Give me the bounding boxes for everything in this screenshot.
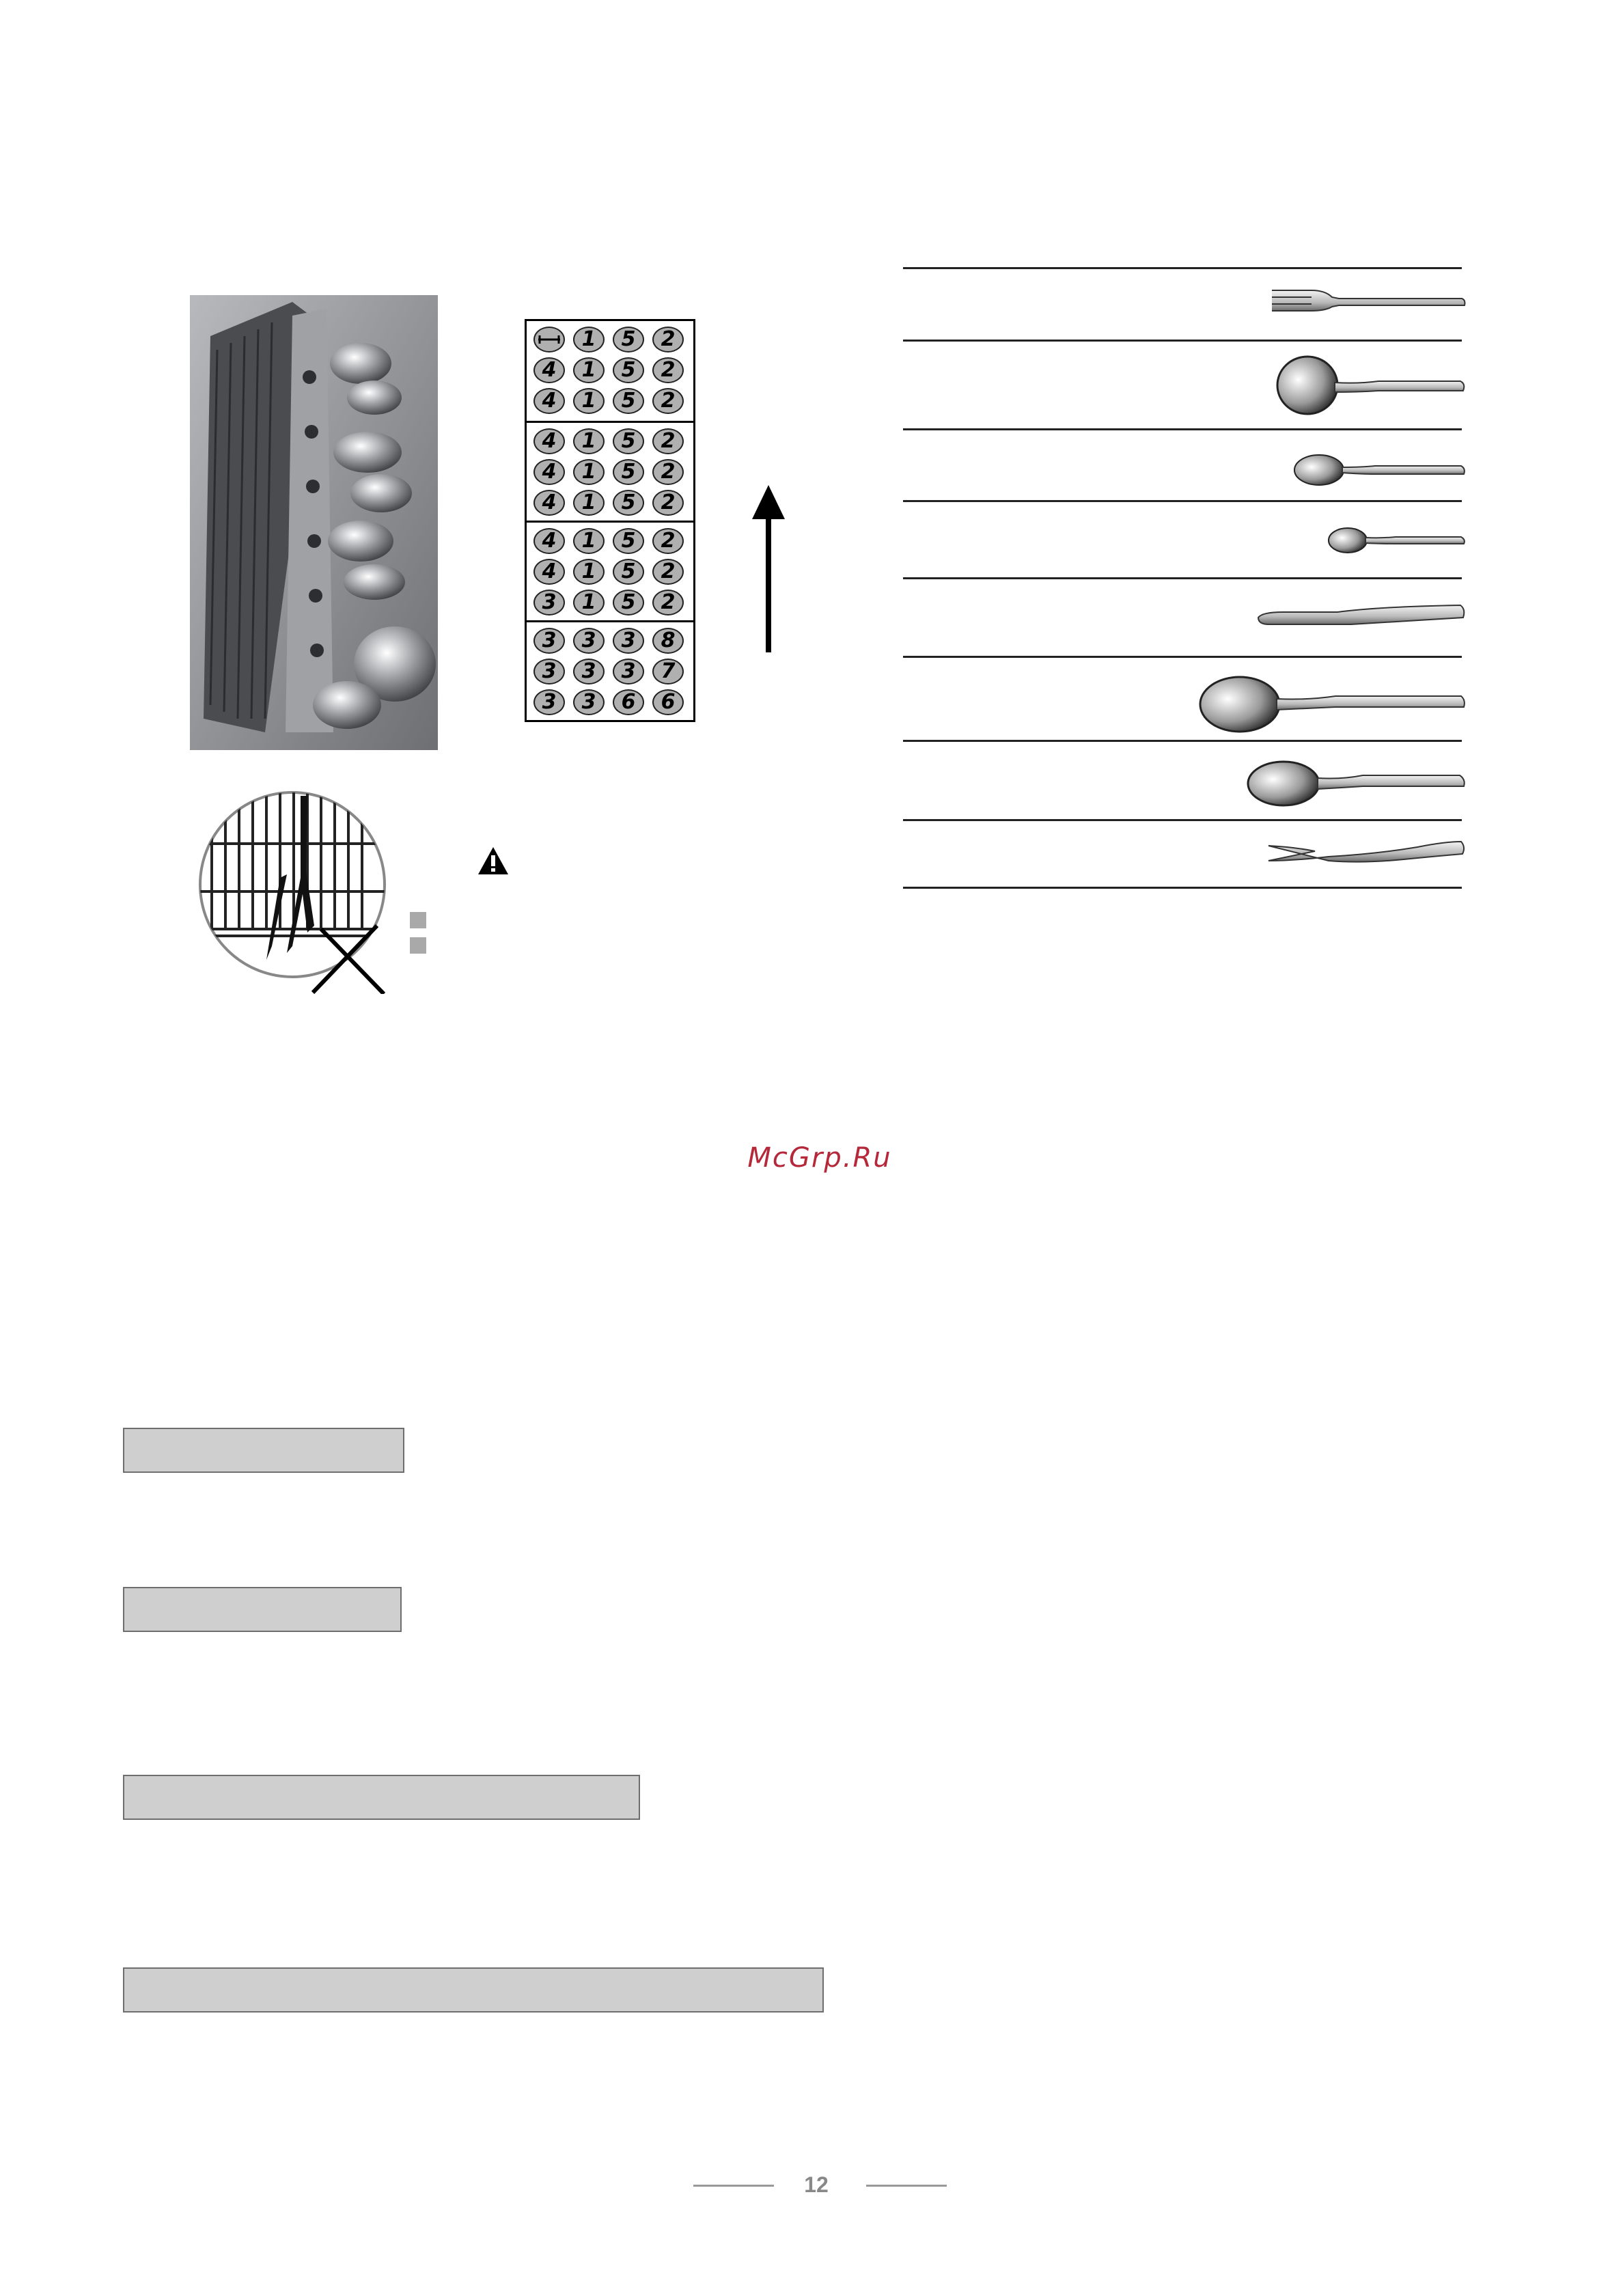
divider xyxy=(903,267,1462,269)
knife-fork-symbol-icon xyxy=(533,327,565,352)
grid-cell: 2 xyxy=(652,327,684,352)
divider xyxy=(903,656,1462,658)
cutlery-position-grid xyxy=(525,319,695,722)
grid-cell: 2 xyxy=(652,357,684,383)
grid-cell: 4 xyxy=(533,357,565,383)
warning-icon xyxy=(477,846,510,876)
grid-block xyxy=(527,521,693,620)
serving-fork-icon xyxy=(1267,833,1466,872)
section-heading-bar xyxy=(123,1428,404,1473)
grid-cell: 1 xyxy=(573,490,605,516)
section-heading-bar xyxy=(123,1775,640,1820)
grid-cell: 5 xyxy=(613,590,644,616)
grid-cell: 8 xyxy=(652,628,684,654)
grid-cell: 1 xyxy=(573,327,605,352)
grid-cell: 5 xyxy=(613,528,644,554)
divider xyxy=(903,340,1462,342)
grid-cell: 3 xyxy=(613,628,644,654)
divider xyxy=(903,577,1462,579)
grid-cell: 7 xyxy=(652,659,684,684)
section-heading-bar xyxy=(123,1967,824,2013)
grid-cell: 2 xyxy=(652,388,684,414)
soup-spoon-icon xyxy=(1247,755,1466,810)
grid-cell: 2 xyxy=(652,559,684,585)
grid-cell: 5 xyxy=(613,327,644,352)
bullet-square xyxy=(410,912,426,928)
grid-cell: 5 xyxy=(613,490,644,516)
grid-cell: 5 xyxy=(613,388,644,414)
grid-cell: 5 xyxy=(613,559,644,585)
page-number-rule xyxy=(866,2185,947,2187)
divider xyxy=(903,740,1462,742)
grid-cell: 2 xyxy=(652,428,684,454)
ladle-icon xyxy=(1276,354,1466,417)
grid-block xyxy=(527,321,693,421)
basket-detail-illustration xyxy=(198,789,393,994)
grid-cell: 1 xyxy=(573,388,605,414)
grid-cell: 3 xyxy=(573,689,605,715)
grid-cell: 3 xyxy=(533,628,565,654)
grid-cell: 4 xyxy=(533,528,565,554)
grid-cell: 2 xyxy=(652,590,684,616)
grid-cell: 5 xyxy=(613,357,644,383)
grid-cell: 1 xyxy=(573,590,605,616)
divider xyxy=(903,428,1462,430)
fork-icon xyxy=(1271,283,1466,315)
grid-block xyxy=(527,620,693,720)
divider xyxy=(903,819,1462,821)
cutlery-basket-photo xyxy=(190,295,438,750)
grid-cell: 3 xyxy=(573,659,605,684)
grid-cell: 4 xyxy=(533,388,565,414)
page-number: 12 xyxy=(804,2172,829,2197)
arrow-up-icon xyxy=(748,485,789,652)
serving-spoon-icon xyxy=(1199,673,1466,734)
grid-cell: 1 xyxy=(573,357,605,383)
divider xyxy=(903,500,1462,502)
grid-cell: 2 xyxy=(652,459,684,485)
grid-cell: 6 xyxy=(613,689,644,715)
grid-cell: 4 xyxy=(533,459,565,485)
knife-icon xyxy=(1256,601,1466,635)
bullet-square xyxy=(410,937,426,954)
grid-cell: 4 xyxy=(533,490,565,516)
section-heading-bar xyxy=(123,1587,402,1632)
watermark: McGrp.Ru xyxy=(747,1142,892,1174)
grid-cell: 4 xyxy=(533,559,565,585)
grid-cell: 1 xyxy=(573,528,605,554)
grid-cell: 3 xyxy=(573,628,605,654)
grid-cell: 6 xyxy=(652,689,684,715)
grid-cell: 1 xyxy=(573,428,605,454)
grid-cell: 5 xyxy=(613,428,644,454)
grid-cell: 3 xyxy=(533,590,565,616)
grid-cell: 5 xyxy=(613,459,644,485)
grid-cell: 3 xyxy=(533,659,565,684)
page-number-rule xyxy=(693,2185,774,2187)
grid-cell: 4 xyxy=(533,428,565,454)
grid-block xyxy=(527,421,693,521)
grid-cell: 3 xyxy=(613,659,644,684)
coffee-spoon-icon xyxy=(1327,525,1466,556)
divider xyxy=(903,887,1462,889)
grid-cell: 3 xyxy=(533,689,565,715)
grid-cell: 2 xyxy=(652,528,684,554)
grid-cell: 1 xyxy=(573,559,605,585)
teaspoon-icon xyxy=(1293,451,1466,489)
grid-cell: 2 xyxy=(652,490,684,516)
grid-cell: 1 xyxy=(573,459,605,485)
